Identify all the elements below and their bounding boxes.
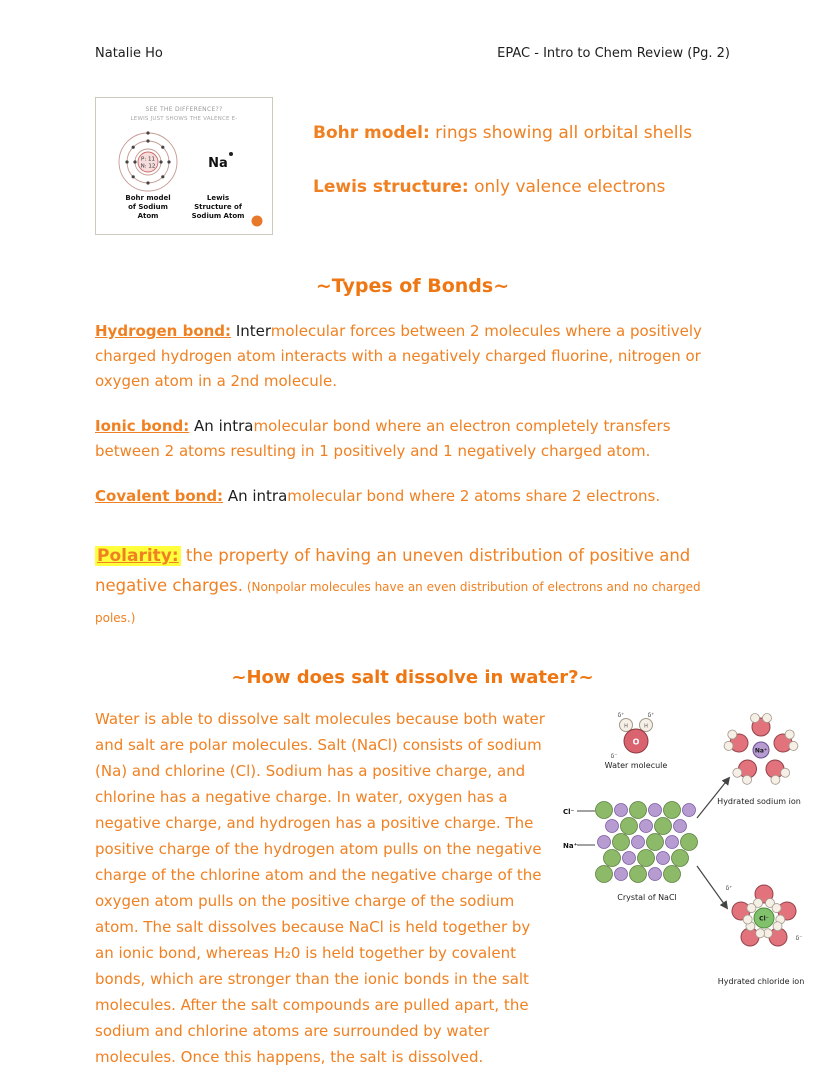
nucleus-protons-label: P: 11 bbox=[141, 156, 155, 163]
model-definitions bbox=[313, 97, 692, 231]
delta-minus-label: δ⁻ bbox=[610, 753, 618, 760]
bohr-lewis-diagram bbox=[96, 98, 272, 234]
hydrogen-bond-term: Hydrogen bond: bbox=[95, 322, 232, 340]
svg-text:Sodium Atom: Sodium Atom bbox=[191, 212, 245, 220]
hydrated-chloride-ion-drawing bbox=[718, 885, 805, 986]
water-molecule-label: Water molecule bbox=[604, 761, 668, 770]
salt-paragraph: Water is able to dissolve salt molecules because both water and salt are polar molecules. Salt (NaCl) consists of sodium (Na) and chlorine (Cl). Sodium has a positive charge, and chlorine has a negative charge. In water, oxygen has a negative charge, and hydrogen has a positive charge. The positive charge of the hydrogen atom pulls on the negative charge of the chlorine atom and the negative charge of the oxygen atom pulls on the positive charge of the sodium atom. The salt dissolves because NaCl is held together by an ionic bond, whereas H₂0 is held together by covalent bonds, which are stronger than the ionic bonds in the salt molecules. After the salt compounds are pulled apart, the sodium and chlorine atoms are surrounded by water molecules. Once this happens, the salt is dissolved. bbox=[95, 710, 545, 1066]
covalent-bond-paragraph bbox=[95, 484, 730, 509]
lewis-sodium-symbol: Na bbox=[208, 156, 228, 171]
sodium-ion-pointer-label: Na⁺ bbox=[563, 842, 578, 850]
course-title: EPAC - Intro to Chem Review (Pg. 2) bbox=[497, 46, 730, 61]
crystal-of-nacl-label: Crystal of NaCl bbox=[617, 893, 677, 902]
figure-caption-line1: SEE THE DIFFERENCE?? bbox=[145, 106, 223, 113]
delta-plus-label: δ⁺ bbox=[725, 885, 733, 892]
figure-caption-line2: LEWIS JUST SHOWS THE VALENCE E- bbox=[130, 116, 238, 122]
hydrogen-bond-prefix: Inter bbox=[231, 322, 271, 340]
top-row bbox=[95, 97, 730, 235]
lewis-term: Lewis structure: bbox=[313, 177, 469, 197]
hydrogen-bond-definition: molecular forces between 2 molecules where a positively charged hydrogen atom interacts with a negatively charged fluorine, nitrogen or oxygen atom in a 2nd molecule. bbox=[95, 322, 702, 390]
delta-plus-label: δ⁺ bbox=[647, 712, 655, 719]
hydrogen-atom-label: H bbox=[624, 723, 628, 730]
ionic-bond-paragraph bbox=[95, 414, 730, 464]
valence-electron-dot bbox=[229, 152, 233, 156]
water-molecule-drawing bbox=[605, 712, 668, 770]
polarity-note: (Nonpolar molecules have an even distribution of electrons and no charged poles.) bbox=[95, 580, 701, 625]
sodium-ion-label: Na⁺ bbox=[754, 747, 768, 755]
oxygen-atom-label: O bbox=[632, 737, 640, 747]
polarity-paragraph bbox=[95, 541, 730, 633]
nucleus-neutrons-label: N: 12 bbox=[140, 163, 156, 170]
salt-dissolving-figure bbox=[559, 708, 809, 1070]
ionic-bond-prefix: An intra bbox=[189, 417, 254, 435]
bohr-term: Bohr model: bbox=[313, 123, 430, 143]
hydrated-chloride-ion-label: Hydrated chloride ion bbox=[717, 977, 805, 986]
salt-dissolving-diagram bbox=[559, 708, 809, 1013]
salt-section-body bbox=[95, 706, 815, 1070]
hydrogen-bond-paragraph bbox=[95, 319, 730, 394]
lewis-definition bbox=[313, 177, 692, 197]
lewis-definition-text: only valence electrons bbox=[468, 177, 666, 197]
svg-text:Bohr model: Bohr model bbox=[125, 194, 171, 202]
orange-dot bbox=[252, 216, 263, 227]
bohr-lewis-figure bbox=[95, 97, 273, 235]
svg-text:Lewis: Lewis bbox=[206, 194, 230, 202]
covalent-bond-term: Covalent bond: bbox=[95, 487, 224, 505]
hydrogen-atom-label: H bbox=[644, 723, 648, 730]
polarity-term-highlighted: Polarity: bbox=[97, 546, 179, 566]
ionic-bond-term: Ionic bond: bbox=[95, 417, 190, 435]
covalent-bond-definition: molecular bond where 2 atoms share 2 electrons. bbox=[287, 487, 661, 505]
delta-plus-label: δ⁺ bbox=[617, 712, 625, 719]
bohr-definition bbox=[313, 123, 692, 143]
bohr-model-label bbox=[125, 194, 170, 220]
author-name: Natalie Ho bbox=[95, 46, 163, 61]
lewis-structure-label bbox=[192, 194, 245, 220]
types-of-bonds-title: ~Types of Bonds~ bbox=[315, 275, 510, 297]
hydrated-sodium-ion-label: Hydrated sodium ion bbox=[717, 797, 801, 806]
polarity-definition: the property of having an uneven distribution of positive and negative charges. bbox=[95, 546, 691, 595]
covalent-bond-prefix: An intra bbox=[223, 487, 288, 505]
chloride-ion-pointer-label: Cl⁻ bbox=[563, 808, 575, 816]
bohr-definition-text: rings showing all orbital shells bbox=[429, 123, 693, 143]
ionic-bond-definition: molecular bond where an electron completely transfers between 2 atoms resulting in 1 positively and 1 negatively charged atom. bbox=[95, 417, 671, 460]
page-header bbox=[95, 46, 730, 61]
svg-text:Structure of: Structure of bbox=[194, 203, 242, 211]
nacl-crystal-drawing bbox=[563, 802, 698, 903]
chloride-ion-label: Cl⁻ bbox=[759, 915, 769, 923]
salt-section-title: ~How does salt dissolve in water?~ bbox=[231, 667, 594, 688]
delta-minus-label: δ⁻ bbox=[795, 935, 803, 942]
svg-text:of Sodium: of Sodium bbox=[128, 203, 168, 211]
hydrated-sodium-ion-drawing bbox=[717, 714, 801, 807]
arrow-to-chloride-ion bbox=[697, 866, 727, 908]
svg-text:Atom: Atom bbox=[137, 212, 159, 220]
